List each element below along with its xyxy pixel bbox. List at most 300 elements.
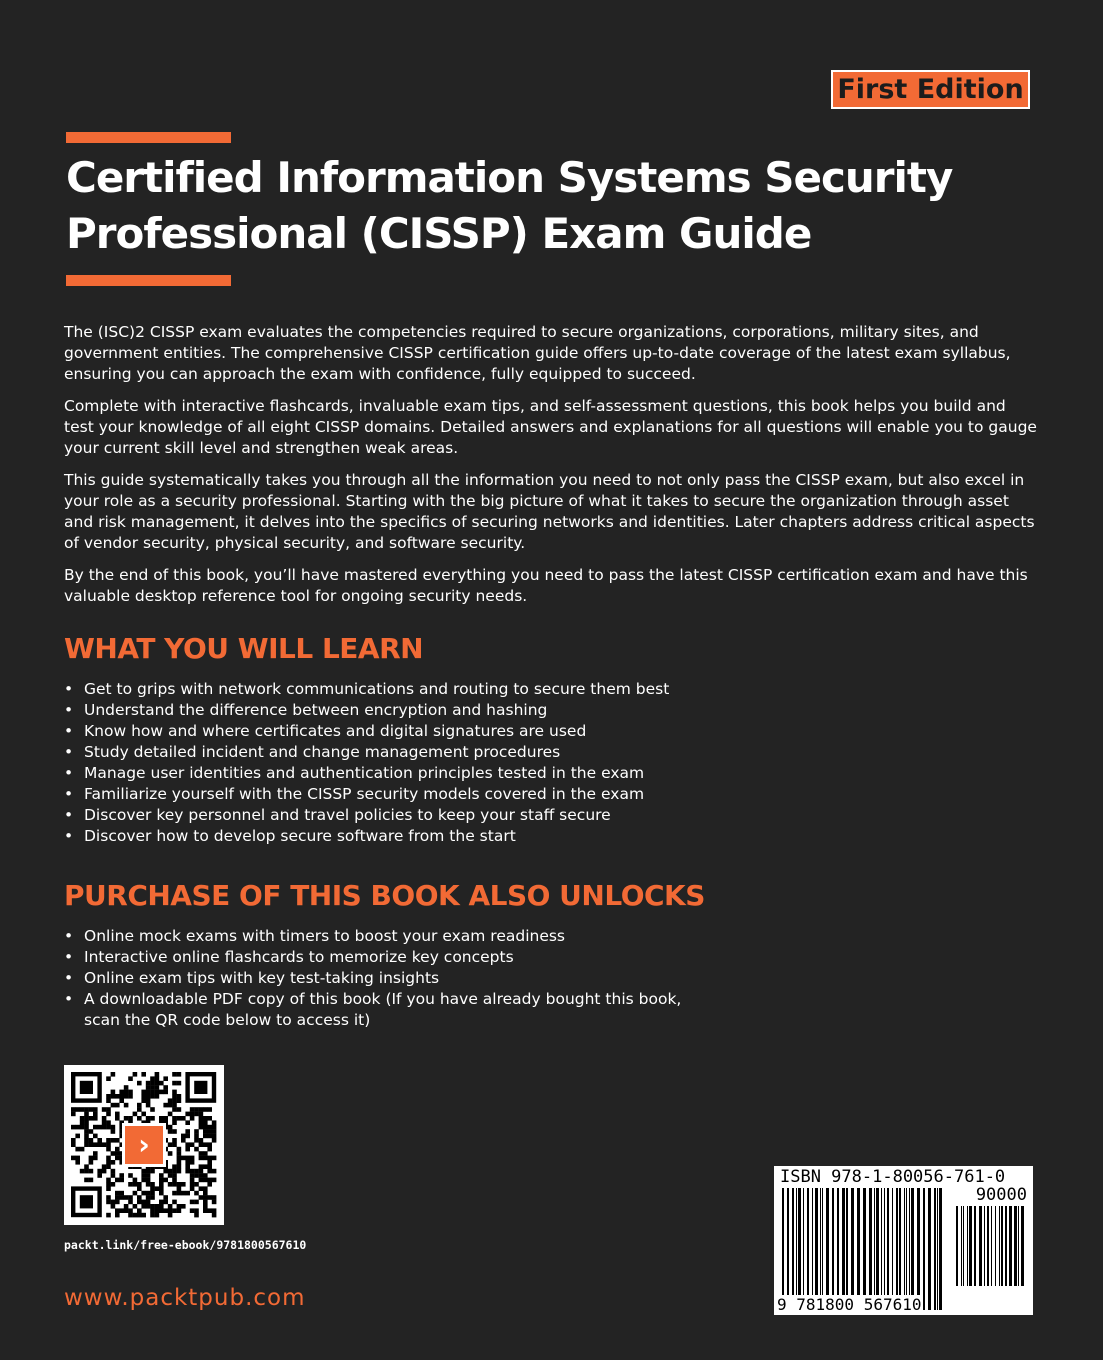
qr-module — [93, 1125, 98, 1130]
website-link[interactable]: www.packtpub.com — [64, 1285, 306, 1311]
qr-module — [128, 1116, 133, 1121]
qr-module — [146, 1191, 151, 1196]
qr-module — [115, 1191, 120, 1196]
qr-module — [106, 1156, 111, 1161]
isbn-number: ISBN 978-1-80056-761-0 — [780, 1167, 1006, 1187]
qr-module — [71, 1125, 76, 1130]
qr-module — [84, 1120, 89, 1125]
barcode-bar — [899, 1188, 901, 1310]
qr-module — [84, 1107, 89, 1112]
qr-module — [172, 1169, 177, 1174]
qr-module — [115, 1103, 120, 1108]
description — [64, 322, 1039, 618]
qr-module — [190, 1142, 195, 1147]
qr-module — [137, 1116, 142, 1121]
qr-module — [199, 1112, 204, 1117]
qr-module — [106, 1094, 111, 1099]
qr-module — [194, 1138, 199, 1143]
qr-module — [150, 1076, 155, 1081]
qr-module — [106, 1164, 111, 1169]
qr-module — [207, 1160, 212, 1165]
barcode-bar — [961, 1206, 962, 1286]
description-paragraph: Complete with interactive flashcards, invaluable exam tips, and self-assessment questions, this book helps you build and test your knowledge of all eight CISSP domains. Detailed answers and explanations for all questions will enable you to gauge your current skill level and strengthen weak areas. — [64, 397, 1037, 457]
learn-item: • Study detailed incident and change management procedures — [64, 742, 704, 763]
qr-module — [119, 1195, 124, 1200]
qr-module — [207, 1125, 212, 1130]
qr-module — [199, 1120, 204, 1125]
qr-module — [128, 1173, 133, 1178]
barcode-bar — [896, 1188, 898, 1310]
qr-module — [84, 1142, 89, 1147]
qr-module — [133, 1178, 138, 1183]
qr-module — [80, 1147, 85, 1152]
edition-badge: First Edition — [831, 70, 1030, 109]
qr-module — [89, 1138, 94, 1143]
barcode-bar — [1014, 1206, 1017, 1286]
qr-module — [181, 1134, 186, 1139]
qr-module — [194, 1107, 199, 1112]
qr-module — [106, 1186, 111, 1191]
qr-module — [106, 1200, 111, 1205]
qr-module — [172, 1103, 177, 1108]
qr-module — [212, 1213, 217, 1218]
qr-module — [106, 1076, 111, 1081]
qr-module — [163, 1200, 168, 1205]
qr-module — [106, 1120, 111, 1125]
barcode-bar — [851, 1188, 854, 1310]
qr-module — [177, 1094, 182, 1099]
barcode-bar — [846, 1188, 848, 1310]
qr-module — [150, 1081, 155, 1086]
qr-module — [185, 1147, 190, 1152]
qr-module — [203, 1156, 208, 1161]
qr-module — [190, 1178, 195, 1183]
qr-finder — [80, 1195, 93, 1208]
qr-module — [177, 1160, 182, 1165]
barcode-bar — [782, 1188, 784, 1310]
barcode-bar — [812, 1188, 813, 1310]
qr-module — [111, 1182, 116, 1187]
qr-code-graphic — [64, 1065, 224, 1225]
qr-module — [75, 1160, 80, 1165]
barcode-bar — [974, 1206, 976, 1286]
qr-module — [150, 1213, 155, 1218]
qr-module — [75, 1107, 80, 1112]
qr-module — [115, 1208, 120, 1213]
qr-module — [190, 1200, 195, 1205]
unlock-item: • Interactive online flashcards to memorize key concepts — [64, 947, 704, 968]
qr-module — [194, 1129, 199, 1134]
qr-module — [199, 1156, 204, 1161]
qr-module — [212, 1134, 217, 1139]
qr-module — [203, 1120, 208, 1125]
qr-module — [207, 1142, 212, 1147]
qr-module — [124, 1195, 129, 1200]
qr-module — [159, 1173, 164, 1178]
qr-module — [128, 1094, 133, 1099]
barcode-bar — [904, 1188, 905, 1310]
qr-module — [190, 1182, 195, 1187]
qr-module — [106, 1195, 111, 1200]
qr-module — [203, 1134, 208, 1139]
qr-module — [111, 1169, 116, 1174]
barcode-bar — [826, 1188, 829, 1310]
qr-module — [89, 1142, 94, 1147]
qr-module — [172, 1142, 177, 1147]
packt-chevron-glyph: › — [138, 1128, 150, 1161]
qr-module — [190, 1112, 195, 1117]
qr-module — [150, 1204, 155, 1209]
qr-module — [155, 1208, 160, 1213]
qr-module — [207, 1182, 212, 1187]
qr-module — [133, 1191, 138, 1196]
qr-module — [212, 1169, 217, 1174]
barcode-bar — [842, 1188, 845, 1310]
qr-module — [141, 1178, 146, 1183]
qr-module — [159, 1191, 164, 1196]
qr-module — [168, 1125, 173, 1130]
qr-module — [150, 1107, 155, 1112]
qr-module — [185, 1169, 190, 1174]
qr-module — [163, 1103, 168, 1108]
qr-module — [106, 1213, 111, 1218]
qr-module — [111, 1129, 116, 1134]
barcode-bars — [782, 1188, 947, 1310]
qr-module — [106, 1147, 111, 1152]
qr-module — [80, 1120, 85, 1125]
qr-module — [207, 1195, 212, 1200]
qr-module — [141, 1072, 146, 1077]
qr-module — [141, 1213, 146, 1218]
qr-module — [80, 1169, 85, 1174]
qr-module — [106, 1112, 111, 1117]
barcode-bar — [979, 1206, 982, 1286]
qr-module — [172, 1138, 177, 1143]
barcode-bar — [1005, 1206, 1007, 1286]
qr-module — [133, 1213, 138, 1218]
qr-module — [89, 1107, 94, 1112]
unlock-item: • Online exam tips with key test-taking insights — [64, 968, 704, 989]
qr-module — [163, 1090, 168, 1095]
barcode-bar — [934, 1188, 936, 1310]
qr-module — [89, 1160, 94, 1165]
qr-module — [89, 1156, 94, 1161]
qr-module — [207, 1134, 212, 1139]
qr-module — [207, 1129, 212, 1134]
qr-module — [106, 1182, 111, 1187]
barcode-addon-bars — [956, 1206, 1026, 1286]
qr-module — [97, 1125, 102, 1130]
barcode-bar — [1009, 1206, 1012, 1286]
qr-module — [172, 1200, 177, 1205]
qr-module — [146, 1094, 151, 1099]
qr-module — [159, 1200, 164, 1205]
description-paragraph: By the end of this book, you’ll have mastered everything you need to pass the latest CISSP certification exam and have this valuable desktop reference tool for ongoing security needs. — [64, 566, 1028, 605]
qr-module — [106, 1107, 111, 1112]
qr-module — [194, 1182, 199, 1187]
qr-module — [84, 1169, 89, 1174]
qr-module — [141, 1173, 146, 1178]
learn-item: • Manage user identities and authentication principles tested in the exam — [64, 763, 704, 784]
qr-module — [115, 1178, 120, 1183]
qr-module — [207, 1156, 212, 1161]
qr-module — [168, 1098, 173, 1103]
qr-module — [133, 1204, 138, 1209]
barcode-bar — [876, 1188, 879, 1310]
qr-module — [194, 1112, 199, 1117]
qr-module — [190, 1208, 195, 1213]
qr-module — [185, 1112, 190, 1117]
qr-module — [172, 1107, 177, 1112]
qr-module — [146, 1204, 151, 1209]
barcode-bar — [1021, 1206, 1024, 1286]
qr-module — [163, 1178, 168, 1183]
qr-module — [137, 1081, 142, 1086]
unlocks-list — [64, 926, 704, 1031]
accent-rule-top — [66, 132, 231, 143]
qr-module — [141, 1200, 146, 1205]
qr-module — [172, 1072, 177, 1077]
qr-module — [203, 1178, 208, 1183]
qr-module — [111, 1173, 116, 1178]
qr-module — [150, 1169, 155, 1174]
barcode-bar — [874, 1188, 875, 1310]
qr-module — [115, 1200, 120, 1205]
qr-module — [119, 1094, 124, 1099]
qr-module — [124, 1094, 129, 1099]
qr-module — [111, 1072, 116, 1077]
qr-module — [80, 1125, 85, 1130]
qr-module — [102, 1120, 107, 1125]
qr-module — [163, 1195, 168, 1200]
qr-module — [128, 1213, 133, 1218]
description-paragraph: The (ISC)2 CISSP exam evaluates the competencies required to secure organizations, corporations, military sites, and government entities. The comprehensive CISSP certification guide offers up-to-date coverage of the latest exam syllabus, ensuring you can approach the exam with confidence, fully equipped to succeed. — [64, 323, 1011, 383]
qr-module — [141, 1204, 146, 1209]
qr-module — [168, 1103, 173, 1108]
qr-module — [111, 1204, 116, 1209]
qr-module — [115, 1156, 120, 1161]
qr-module — [203, 1204, 208, 1209]
barcode-bar — [807, 1188, 809, 1310]
unlock-item: • A downloadable PDF copy of this book (If you have already bought this book, scan the QR code below to access it) — [64, 989, 704, 1031]
qr-module — [199, 1173, 204, 1178]
qr-module — [212, 1129, 217, 1134]
qr-module — [71, 1107, 76, 1112]
qr-module — [146, 1195, 151, 1200]
qr-module — [185, 1129, 190, 1134]
qr-module — [177, 1098, 182, 1103]
qr-module — [172, 1094, 177, 1099]
barcode-bar — [999, 1206, 1000, 1286]
qr-module — [199, 1178, 204, 1183]
barcode-bar — [822, 1188, 823, 1310]
qr-module — [106, 1142, 111, 1147]
qr-module — [71, 1142, 76, 1147]
qr-module — [137, 1213, 142, 1218]
qr-module — [199, 1138, 204, 1143]
qr-module — [155, 1090, 160, 1095]
qr-module — [75, 1134, 80, 1139]
qr-module — [172, 1116, 177, 1121]
qr-module — [124, 1204, 129, 1209]
barcode-bar — [995, 1206, 996, 1286]
qr-module — [155, 1076, 160, 1081]
barcode-bar — [911, 1188, 914, 1310]
qr-module — [172, 1164, 177, 1169]
qr-module — [172, 1208, 177, 1213]
qr-module — [168, 1129, 173, 1134]
qr-module — [194, 1191, 199, 1196]
qr-module — [84, 1125, 89, 1130]
qr-module — [97, 1138, 102, 1143]
barcode-bar — [937, 1188, 938, 1310]
qr-url[interactable]: packt.link/free-ebook/9781800567610 — [64, 1238, 307, 1252]
qr-module — [212, 1156, 217, 1161]
qr-module — [159, 1081, 164, 1086]
barcode-bar — [1018, 1206, 1019, 1286]
qr-module — [150, 1186, 155, 1191]
qr-module — [159, 1204, 164, 1209]
barcode-bar — [963, 1206, 964, 1286]
qr-module — [172, 1182, 177, 1187]
qr-module — [128, 1195, 133, 1200]
qr-module — [199, 1107, 204, 1112]
qr-module — [119, 1090, 124, 1095]
qr-module — [119, 1208, 124, 1213]
qr-module — [163, 1116, 168, 1121]
qr-module — [203, 1200, 208, 1205]
qr-module — [71, 1112, 76, 1117]
barcode-bar — [881, 1188, 882, 1310]
qr-module — [172, 1129, 177, 1134]
qr-module — [150, 1116, 155, 1121]
qr-module — [89, 1169, 94, 1174]
qr-module — [93, 1142, 98, 1147]
qr-module — [150, 1090, 155, 1095]
price-code: 90000 — [975, 1185, 1027, 1205]
qr-module — [115, 1094, 120, 1099]
qr-module — [146, 1090, 151, 1095]
qr-module — [177, 1186, 182, 1191]
qr-module — [93, 1151, 98, 1156]
qr-module — [146, 1169, 151, 1174]
qr-module — [190, 1116, 195, 1121]
qr-module — [128, 1200, 133, 1205]
qr-module — [203, 1116, 208, 1121]
qr-module — [119, 1178, 124, 1183]
barcode-bar — [869, 1188, 872, 1310]
qr-module — [111, 1103, 116, 1108]
barcode-bar — [792, 1188, 794, 1310]
qr-module — [190, 1169, 195, 1174]
qr-module — [124, 1085, 129, 1090]
barcode-bar — [820, 1188, 821, 1310]
qr-module — [141, 1191, 146, 1196]
qr-module — [80, 1107, 85, 1112]
qr-module — [168, 1182, 173, 1187]
qr-module — [199, 1151, 204, 1156]
barcode-bar — [984, 1206, 985, 1286]
qr-module — [177, 1156, 182, 1161]
qr-module — [168, 1142, 173, 1147]
qr-module — [111, 1094, 116, 1099]
barcode-bar — [987, 1206, 989, 1286]
qr-module — [115, 1147, 120, 1152]
qr-module — [102, 1125, 107, 1130]
qr-module — [177, 1169, 182, 1174]
qr-module — [150, 1191, 155, 1196]
qr-module — [199, 1125, 204, 1130]
barcode-bar — [857, 1188, 860, 1310]
barcode-bar — [967, 1206, 968, 1286]
learn-item: • Get to grips with network communications and routing to secure them best — [64, 679, 704, 700]
qr-module — [155, 1081, 160, 1086]
qr-module — [207, 1178, 212, 1183]
learn-item: • Understand the difference between encryption and hashing — [64, 700, 704, 721]
qr-module — [84, 1134, 89, 1139]
qr-code-icon[interactable] — [64, 1065, 224, 1225]
qr-module — [93, 1156, 98, 1161]
qr-module — [106, 1098, 111, 1103]
qr-module — [97, 1173, 102, 1178]
qr-module — [115, 1195, 120, 1200]
qr-module — [115, 1116, 120, 1121]
qr-module — [155, 1186, 160, 1191]
qr-module — [168, 1204, 173, 1209]
qr-module — [71, 1138, 76, 1143]
qr-module — [137, 1107, 142, 1112]
qr-module — [75, 1125, 80, 1130]
qr-module — [177, 1204, 182, 1209]
qr-module — [199, 1186, 204, 1191]
qr-module — [190, 1107, 195, 1112]
qr-module — [177, 1208, 182, 1213]
qr-module — [163, 1169, 168, 1174]
qr-module — [141, 1112, 146, 1117]
learn-heading: WHAT YOU WILL LEARN — [64, 632, 424, 665]
qr-module — [119, 1098, 124, 1103]
barcode-bar — [939, 1188, 942, 1310]
qr-module — [106, 1138, 111, 1143]
barcode-bar — [887, 1188, 889, 1310]
qr-module — [177, 1072, 182, 1077]
qr-module — [163, 1076, 168, 1081]
qr-module — [203, 1142, 208, 1147]
qr-module — [150, 1208, 155, 1213]
qr-module — [194, 1200, 199, 1205]
barcode-bar — [1001, 1206, 1003, 1286]
barcode-bar — [909, 1188, 910, 1310]
qr-module — [93, 1134, 98, 1139]
qr-module — [146, 1098, 151, 1103]
qr-module — [89, 1178, 94, 1183]
barcode-bar — [798, 1188, 801, 1310]
barcode-bar — [892, 1188, 893, 1310]
qr-module — [185, 1142, 190, 1147]
description-paragraph: This guide systematically takes you through all the information you need to not only pass the CISSP exam, but also excel in your role as a security professional. Starting with the big picture of what it takes to secure the organization through asset and risk management, it delves into the specifics of securing networks and identities. Later chapters address critical aspects of vendor security, physical security, and software security. — [64, 471, 1035, 552]
qr-module — [177, 1116, 182, 1121]
qr-module — [212, 1208, 217, 1213]
qr-module — [111, 1200, 116, 1205]
qr-module — [199, 1195, 204, 1200]
qr-module — [207, 1208, 212, 1213]
qr-module — [177, 1147, 182, 1152]
qr-module — [203, 1125, 208, 1130]
qr-module — [89, 1116, 94, 1121]
qr-module — [124, 1103, 129, 1108]
qr-module — [102, 1116, 107, 1121]
qr-module — [203, 1107, 208, 1112]
